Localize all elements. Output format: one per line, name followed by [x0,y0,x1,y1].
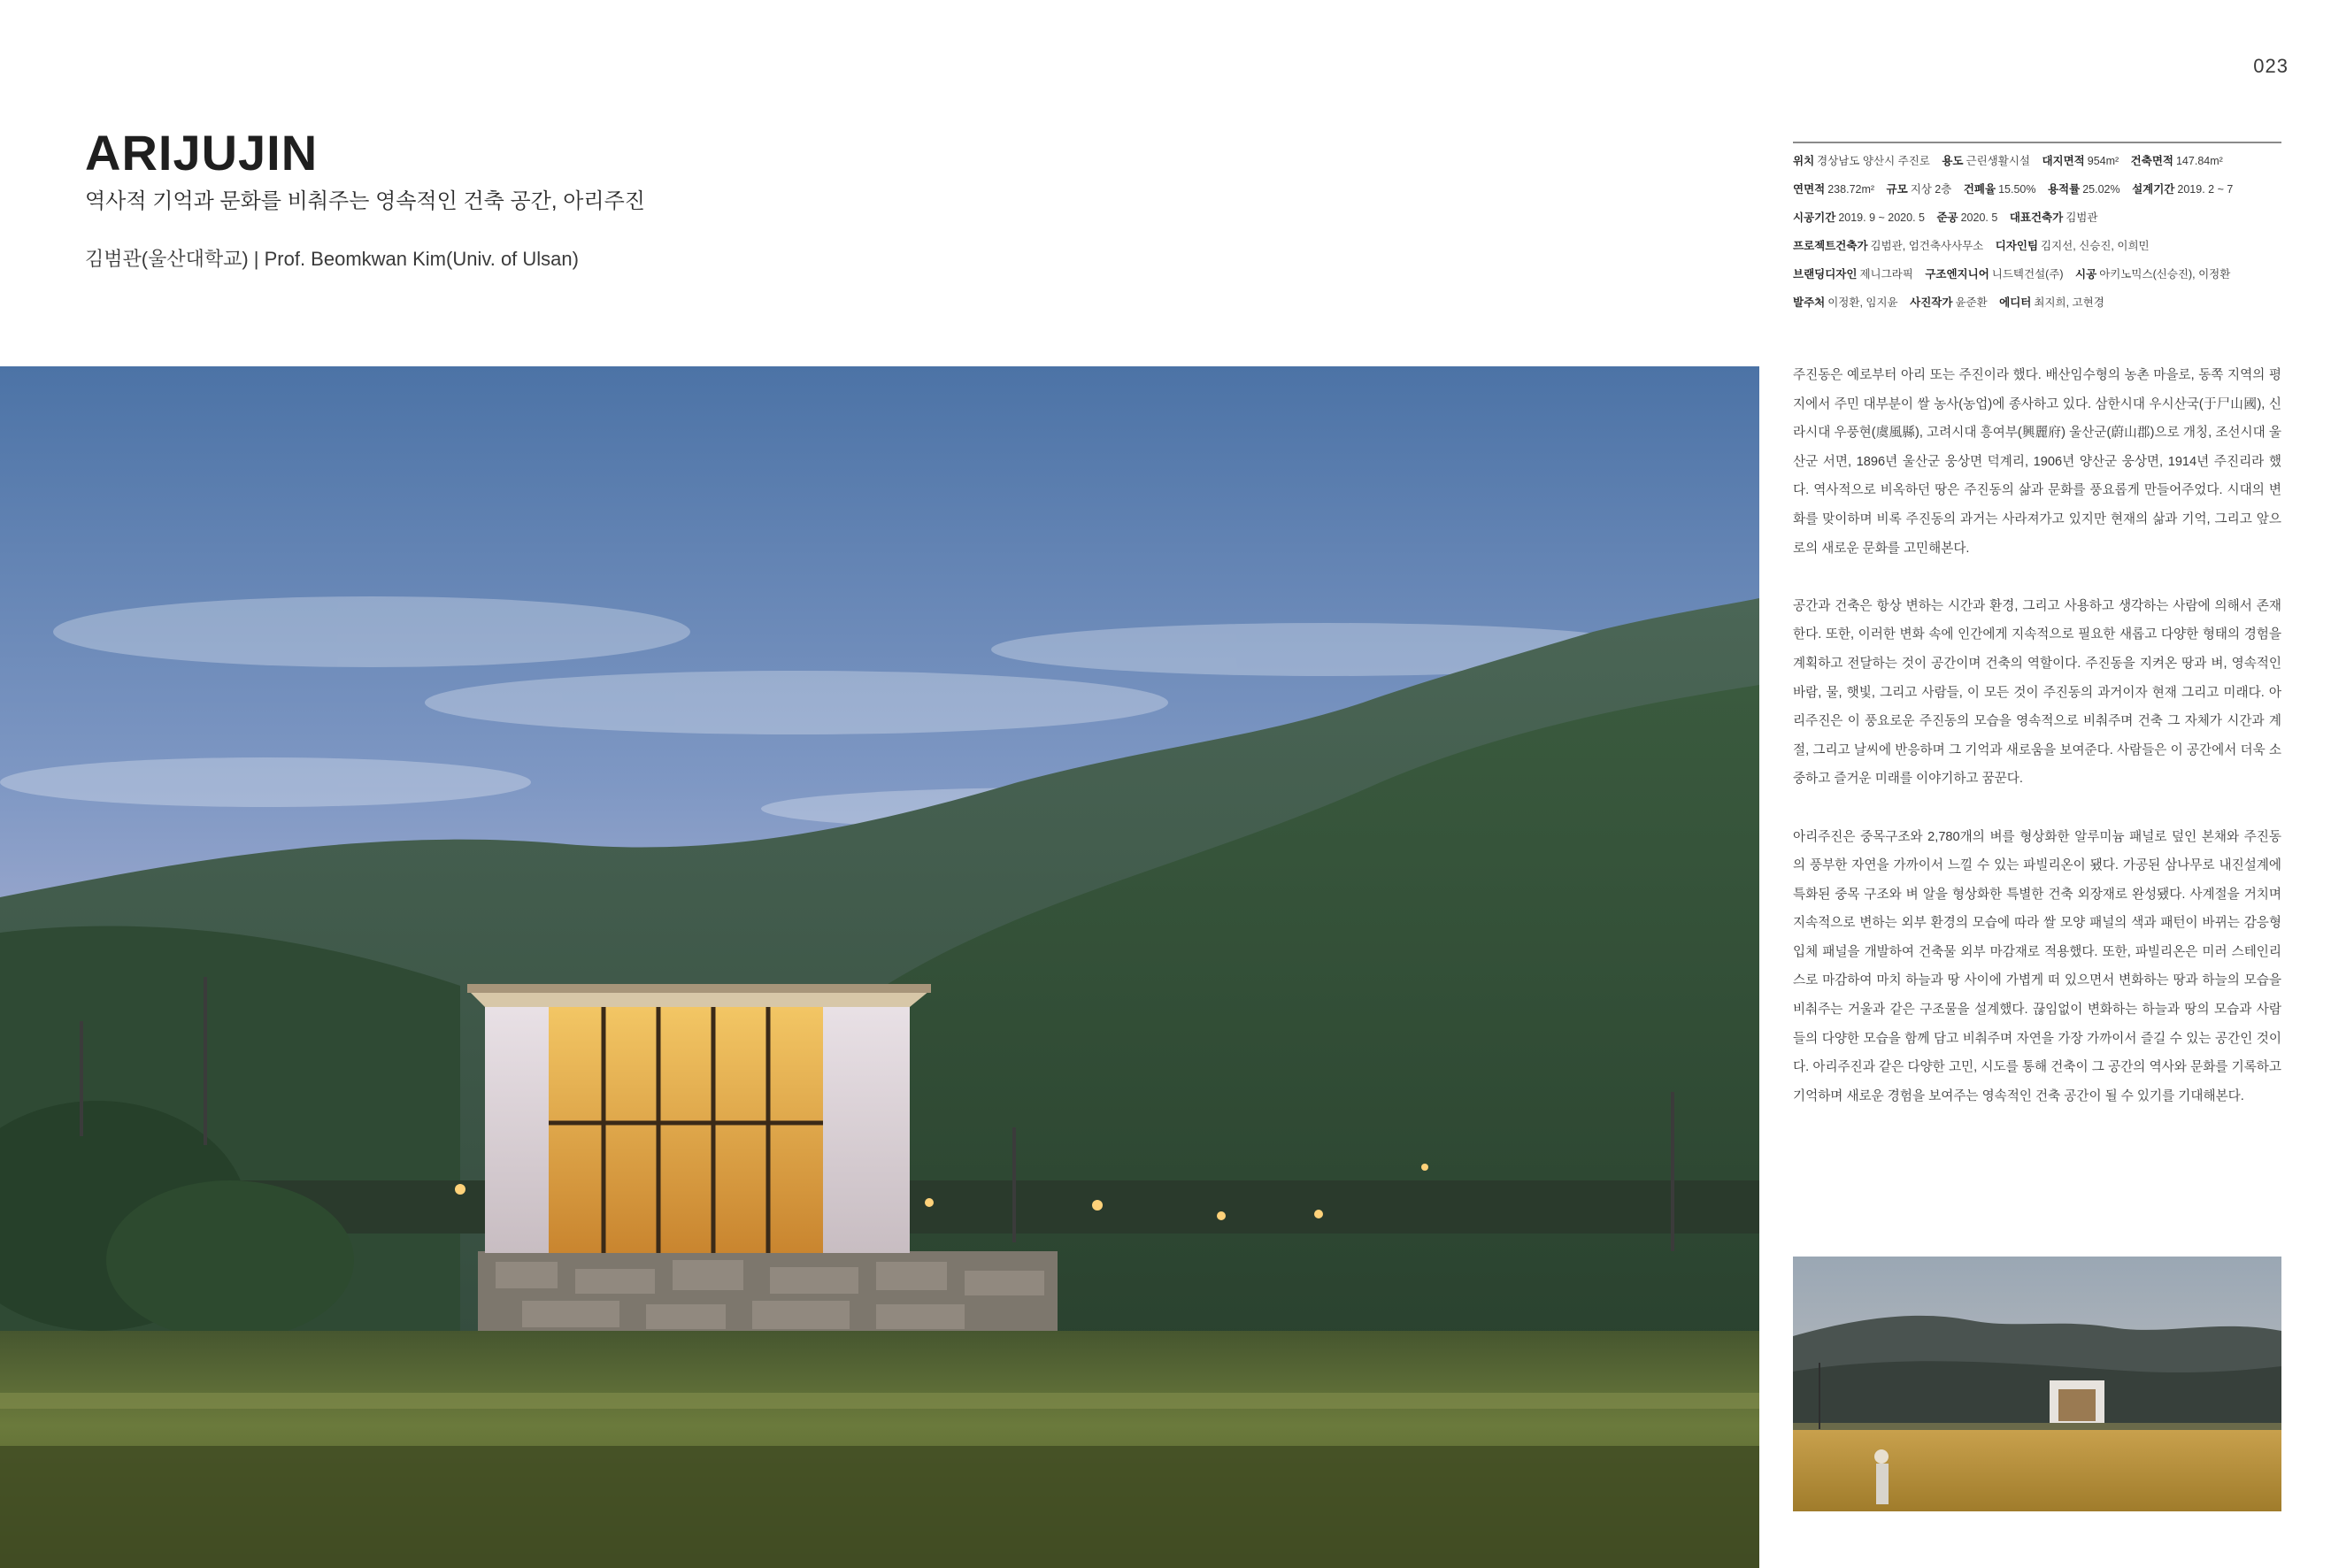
info-pair [1793,240,1983,252]
info-label: 디자인팀 [1995,240,2039,252]
info-value: 김범관 [2066,211,2098,224]
info-label: 발주처 [1793,296,1826,309]
info-label: 용도 [1942,155,1964,167]
info-pair [1793,183,1874,196]
info-label: 구조엔지니어 [1925,268,1989,281]
body-paragraph: 아리주진은 중목구조와 2,780개의 벼를 형상화한 알루미늄 패널로 덮인 본채와 주진동의 풍부한 자연을 가까이서 느낄 수 있는 파빌리온이 됐다. 가공된 삼나무로 내진설계에 특화된 중목 구조와 벼 알을 형상화한 특별한 건축 외장재로 완성됐다. 사계절을 거치며 지속적으로 변하는 외부 환경의 모습에 따라 쌀 모양 패널의 색과 패턴이 바뀌는 감응형 입체 패널을 개발하여 건축물 외부 마감재로 적용했다. 또한, 파빌리온은 미러 스테인리스로 마감하여 마치 하늘과 땅 사이에 가볍게 떠 있으면서 변화하는 땅과 하늘의 모습을 비춰주는 거울과 같은 구조물을 설계했다. 끊임없이 변화하는 하늘과 땅의 모습과 사람들의 다양한 모습을 함께 담고 비춰주며 자연을 가장 가까이서 즐길 수 있는 공간인 것이다. 아리주진과 같은 다양한 고민, 시도를 통해 건축이 그 공간의 역사와 문화를 기록하고 기억하며 새로운 경험을 보여주는 영속적인 건축 공간이 될 수 있기를 기대해본다. [1793,829,2281,1103]
info-label: 브랜딩디자인 [1793,268,1858,281]
info-label: 용적률 [2047,183,2081,196]
secondary-photo [1793,1257,2281,1511]
info-pair [1793,155,1930,167]
info-value: 지상 2층 [1910,183,1952,196]
main-photo [0,366,1759,1568]
info-pair [1964,183,2036,196]
info-pair [2048,183,2120,196]
info-label: 시공 [2075,268,2097,281]
info-value: 238.72m² [1827,183,1875,196]
info-label: 프로젝트건축가 [1793,240,1868,252]
info-value: 윤준환 [1955,296,1988,309]
article-author: 김범관(울산대학교) | Prof. Beomkwan Kim(Univ. of Ulsan) [85,248,579,270]
info-pair [2010,211,2098,224]
info-value: 이정환, 임지윤 [1827,296,1898,309]
info-pair [1793,211,1925,224]
info-label: 준공 [1936,211,1958,224]
info-pair [1942,155,2030,167]
article-title: ARIJUJIN [85,125,319,181]
info-label: 건축면적 [2130,155,2173,167]
info-label: 에디터 [1999,296,2032,309]
article-body [1793,361,2281,1140]
body-paragraph: 주진동은 예로부터 아리 또는 주진이라 했다. 배산임수형의 농촌 마을로, 동쪽 지역의 평지에서 주민 대부분이 쌀 농사(농업)에 종사하고 있다. 삼한시대 우시산국(于尸山國), 신라시대 우풍현(虞風縣), 고려시대 흥여부(興麗府) 울산군(蔚山郡)으로 개칭, 조선시대 울산군 서면, 1896년 울산군 웅상면 덕계리, 1906년 양산군 웅상면, 1914년 주진리라 했다. 역사적으로 비옥하던 땅은 주진동의 삶과 문화를 풍요롭게 만들어주었다. 시대의 변화를 맞이하며 비록 주진동의 과거는 사라져가고 있지만 현재의 삶과 기억, 그리고 앞으로의 새로운 문화를 고민해본다. [1793,368,2281,556]
info-pair [2132,183,2233,196]
info-value: 아키노믹스(신승진), 이정환 [2099,268,2231,281]
info-value: 근린생활시설 [1966,155,2030,167]
info-value: 최지희, 고현경 [2034,296,2104,309]
info-divider [1793,142,2281,143]
info-pair [1793,268,1913,281]
info-value: 김범관, 엄건축사사무소 [1870,240,1984,252]
info-value: 제니그라픽 [1859,268,1913,281]
info-value: 경상남도 양산시 주진로 [1817,155,1930,167]
info-value: 2019. 2 ~ 7 [2177,183,2234,196]
info-value: 15.50% [1998,183,2036,196]
info-pair [1910,296,1988,309]
info-label: 시공기간 [1793,211,1836,224]
info-value: 2019. 9 ~ 2020. 5 [1838,211,1925,224]
info-pair [2075,268,2230,281]
info-pair [1936,211,1997,224]
info-value: 954m² [2087,155,2119,167]
page-number: 023 [2253,55,2289,77]
info-label: 대지면적 [2042,155,2085,167]
project-info [1793,147,2281,317]
info-value: 25.02% [2082,183,2120,196]
info-pair [1887,183,1952,196]
info-label: 연면적 [1793,183,1826,196]
info-pair [2131,155,2223,167]
info-label: 위치 [1793,155,1815,167]
info-label: 건폐율 [1963,183,1996,196]
info-pair [2042,155,2119,167]
info-value: 2020. 5 [1960,211,1998,224]
article-subtitle: 역사적 기억과 문화를 비춰주는 영속적인 건축 공간, 아리주진 [85,189,645,213]
info-label: 대표건축가 [2009,211,2064,224]
body-paragraph: 공간과 건축은 항상 변하는 시간과 환경, 그리고 사용하고 생각하는 사람에 의해서 존재한다. 또한, 이러한 변화 속에 인간에게 지속적으로 필요한 새롭고 다양한 형태의 경험을 계획하고 전달하는 것이 공간이며 건축의 역할이다. 주진동을 지켜온 땅과 벼, 영속적인 바람, 물, 햇빛, 그리고 사람들, 이 모든 것이 주진동의 과거이자 현재 그리고 미래다. 아리주진은 이 풍요로운 주진동의 모습을 영속적으로 비춰주며 건축 그 자체가 시간과 계절, 그리고 날씨에 반응하며 그 기억과 새로움을 보여준다. 사람들은 이 공간에서 더욱 소중하고 즐거운 미래를 이야기하고 꿈꾼다. [1793,598,2281,787]
info-label: 사진작가 [1910,296,1953,309]
info-value: 니드텍건설(주) [1991,268,2064,281]
info-pair [1793,296,1898,309]
info-value: 147.84m² [2175,155,2223,167]
info-pair [1999,296,2104,309]
info-value: 김지선, 신승진, 이희민 [2041,240,2150,252]
info-label: 규모 [1886,183,1908,196]
info-pair [1925,268,2063,281]
info-pair [1996,240,2150,252]
info-label: 설계기간 [2132,183,2175,196]
